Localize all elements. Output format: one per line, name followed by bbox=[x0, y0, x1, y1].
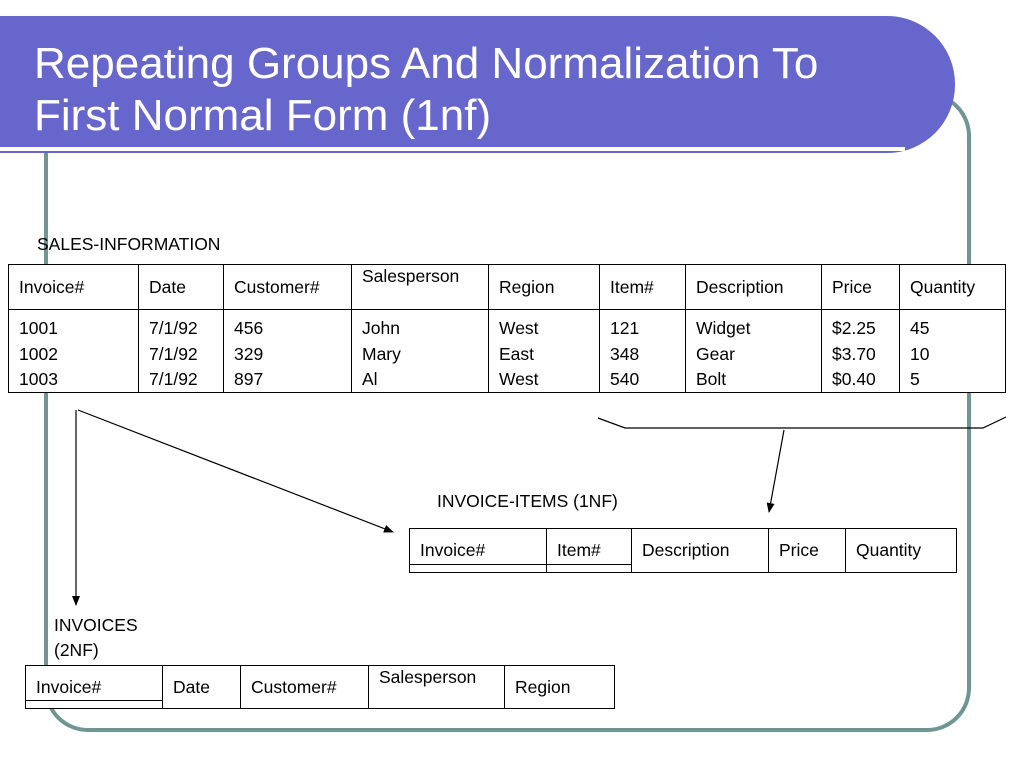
cell-date-3: 7/1/92 bbox=[149, 369, 198, 389]
invoice-items-header-price: Price bbox=[779, 540, 819, 560]
cell-date-2: 7/1/92 bbox=[149, 343, 198, 364]
cell-customer-3: 897 bbox=[234, 369, 264, 389]
cell-price-2: $3.70 bbox=[832, 343, 876, 364]
invoice-items-caption: INVOICE-ITEMS (1NF) bbox=[437, 491, 618, 511]
cell-region-1: West bbox=[499, 318, 539, 338]
cell-invoice-3: 1003 bbox=[19, 369, 58, 389]
cell-region-2: East bbox=[499, 343, 535, 364]
invoices-header-customer: Customer# bbox=[251, 677, 337, 697]
cell-item-2: 348 bbox=[610, 343, 640, 364]
cell-description-1: Widget bbox=[696, 318, 751, 338]
cell-invoice-1: 1001 bbox=[19, 318, 58, 338]
invoice-items-header-invoice: Invoice# bbox=[420, 540, 486, 560]
cell-price-3: $0.40 bbox=[832, 369, 876, 389]
header-invoice: Invoice# bbox=[9, 265, 138, 310]
cell-quantity-2: 10 bbox=[910, 343, 930, 364]
cell-salesperson-3: Al bbox=[362, 369, 378, 389]
header-region: Region bbox=[489, 265, 599, 310]
invoices-caption-line-1: INVOICES bbox=[54, 615, 138, 635]
cell-invoice-2: 1002 bbox=[19, 343, 58, 364]
cell-salesperson-2: Mary bbox=[362, 343, 401, 364]
cell-region-3: West bbox=[499, 369, 539, 389]
cell-customer-1: 456 bbox=[234, 318, 264, 338]
invoices-header-invoice: Invoice# bbox=[36, 677, 102, 697]
invoices-header-date: Date bbox=[173, 677, 210, 697]
header-quantity: Quantity bbox=[900, 265, 1005, 310]
arrow-to-invoice-items bbox=[78, 410, 393, 532]
cell-quantity-3: 5 bbox=[910, 369, 920, 389]
header-price: Price bbox=[822, 265, 899, 310]
invoices-caption-line-2: (2NF) bbox=[54, 640, 99, 660]
header-date: Date bbox=[139, 265, 223, 310]
cell-item-3: 540 bbox=[610, 369, 640, 389]
cell-description-3: Bolt bbox=[696, 369, 727, 389]
header-customer: Customer# bbox=[224, 265, 351, 310]
arrow-from-repeating-group bbox=[769, 430, 784, 512]
slide-title-line-2: First Normal Form (1nf) bbox=[34, 91, 492, 140]
slide-title-line-1: Repeating Groups And Normalization To bbox=[34, 39, 819, 88]
cell-salesperson-1: John bbox=[362, 318, 400, 338]
cell-quantity-1: 45 bbox=[910, 318, 930, 338]
invoice-items-header-quantity: Quantity bbox=[856, 540, 922, 560]
header-item: Item# bbox=[600, 265, 685, 310]
invoice-items-header-item: Item# bbox=[557, 540, 601, 560]
sales-information-caption: SALES-INFORMATION bbox=[37, 234, 221, 254]
invoices-header-salesperson: Salesperson bbox=[379, 667, 477, 687]
repeating-group-bracket bbox=[598, 417, 1006, 428]
invoices-header-region: Region bbox=[515, 677, 571, 697]
cell-price-1: $2.25 bbox=[832, 318, 876, 338]
cell-customer-2: 329 bbox=[234, 343, 264, 364]
header-description: Description bbox=[686, 265, 821, 310]
cell-description-2: Gear bbox=[696, 343, 735, 364]
header-salesperson: Salesperson bbox=[352, 265, 488, 310]
cell-date-1: 7/1/92 bbox=[149, 318, 198, 338]
invoice-items-header-description: Description bbox=[642, 540, 730, 560]
cell-item-1: 121 bbox=[610, 318, 640, 338]
